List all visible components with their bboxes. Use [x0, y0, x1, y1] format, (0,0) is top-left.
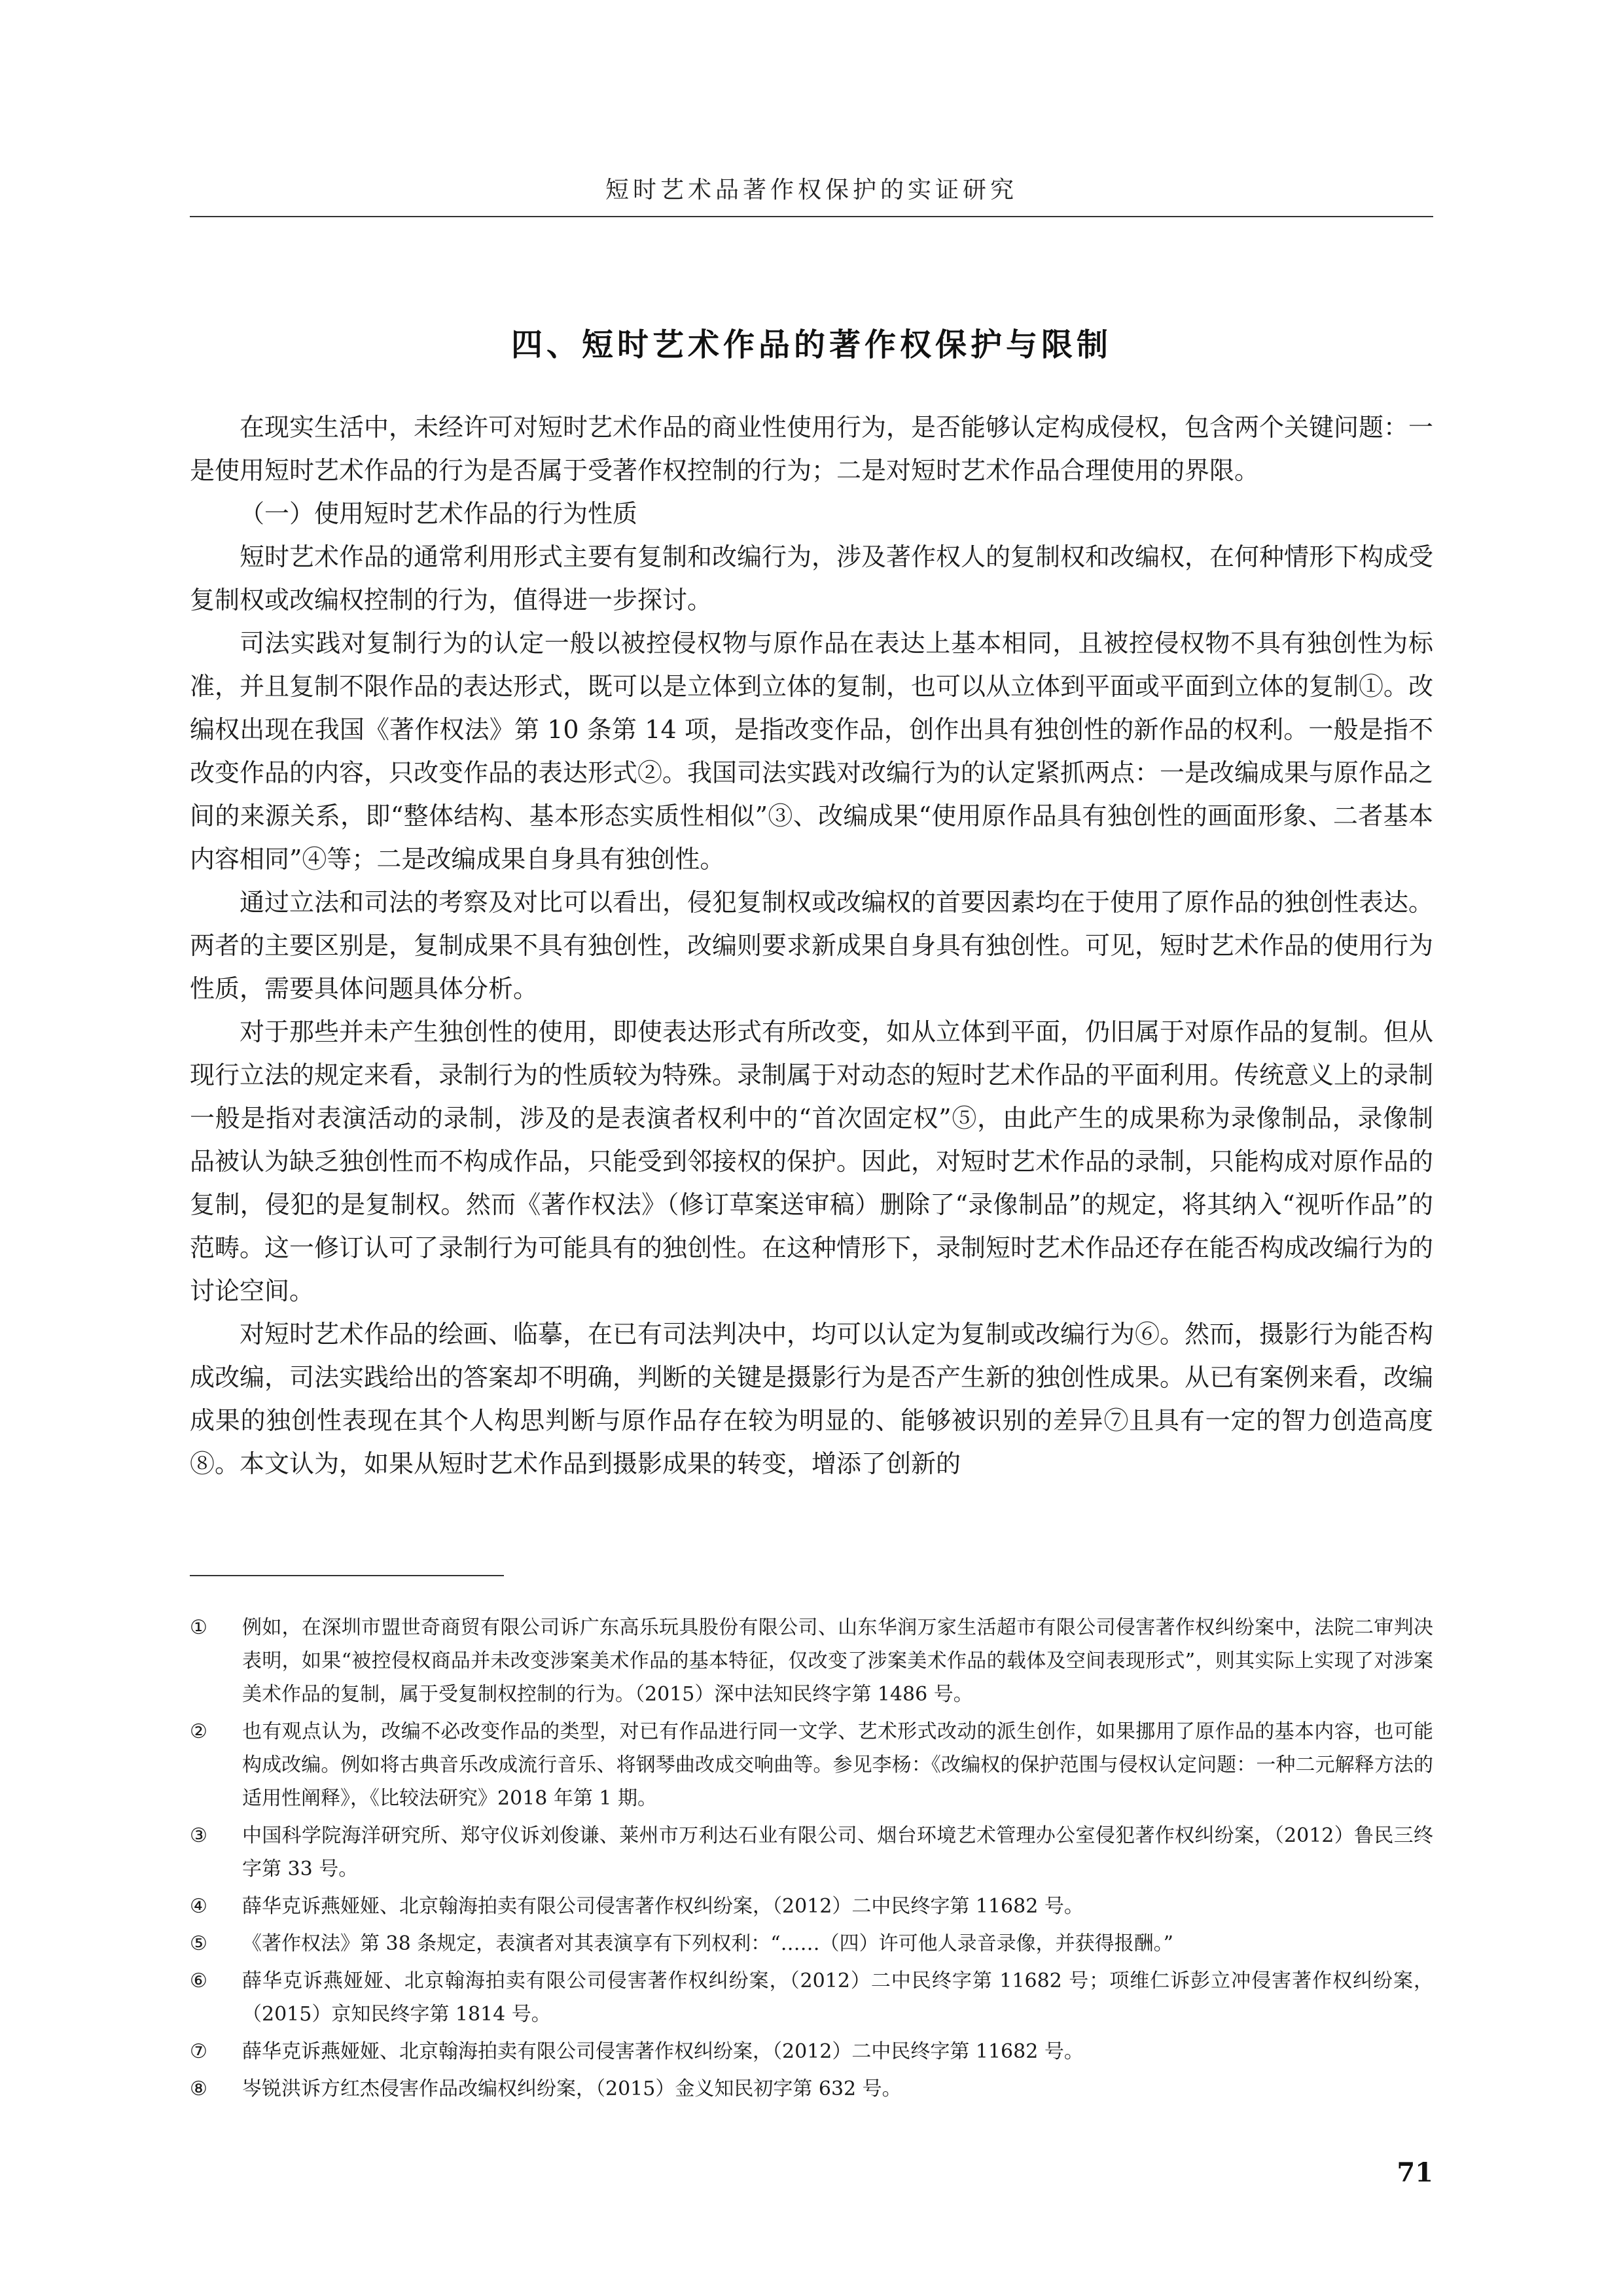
footnote: [190, 1964, 1433, 2031]
footnote-mark: ⑧: [190, 2077, 207, 2100]
footnote-mark: ②: [190, 1720, 207, 1743]
section-title: 四、短时艺术作品的著作权保护与限制: [510, 327, 1112, 363]
footnote-text: 岑锐洪诉方红杰侵害作品改编权纠纷案，（2015）金义知民初字第 632 号。: [242, 2077, 902, 2100]
running-header: 短时艺术品著作权保护的实证研究: [605, 177, 1018, 203]
footnote-text: 也有观点认为，改编不必改变作品的类型，对已有作品进行同一文学、艺术形式改动的派生创作，如果挪用了原作品的基本内容，也可能构成改编。例如将古典音乐改成流行音乐、将钢琴曲改成交响曲等。参见李杨：《改编权的保护范围与侵权认定问题：一种二元解释方法的适用性阐释》，《比较法研究》2018 年第 1 期。: [242, 1720, 1433, 1810]
paragraph: 对于那些并未产生独创性的使用，即使表达形式有所改变，如从立体到平面，仍旧属于对原作品的复制。但从现行立法的规定来看，录制行为的性质较为特殊。录制属于对动态的短时艺术作品的平面利用。传统意义上的录制一般是指对表演活动的录制，涉及的是表演者权利中的“首次固定权”⑤，由此产生的成果称为录像制品，录像制品被认为缺乏独创性而不构成作品，只能受到邻接权的保护。因此，对短时艺术作品的录制，只能构成对原作品的复制，侵犯的是复制权。然而《著作权法》（修订草案送审稿）删除了“录像制品”的规定，将其纳入“视听作品”的范畴。这一修订认可了录制行为可能具有的独创性。在这种情形下，录制短时艺术作品还存在能否构成改编行为的讨论空间。: [190, 1017, 1434, 1305]
footnote-mark: ⑦: [190, 2040, 207, 2063]
page-number: 71: [1397, 2157, 1433, 2188]
footnote-text: 中国科学院海洋研究所、郑守仪诉刘俊谦、莱州市万利达石业有限公司、烟台环境艺术管理办公室侵犯著作权纠纷案，（2012）鲁民三终字第 33 号。: [242, 1824, 1433, 1881]
footnote-text: 例如，在深圳市盟世奇商贸有限公司诉广东高乐玩具股份有限公司、山东华润万家生活超市有限公司侵害著作权纠纷案中，法院二审判决表明，如果“被控侵权商品并未改变涉案美术作品的基本特征，仅改变了涉案美术作品的载体及空间表现形式”，则其实际上实现了对涉案美术作品的复制，属于受复制权控制的行为。（2015）深中法知民终字第 1486 号。: [242, 1616, 1433, 1706]
paragraph: 短时艺术作品的通常利用形式主要有复制和改编行为，涉及著作权人的复制权和改编权，在何种情形下构成受复制权或改编权控制的行为，值得进一步探讨。: [190, 542, 1434, 614]
footnote-mark: ①: [190, 1616, 207, 1639]
paragraph: 对短时艺术作品的绘画、临摹，在已有司法判决中，均可以认定为复制或改编行为⑥。然而，摄影行为能否构成改编，司法实践给出的答案却不明确，判断的关键是摄影行为是否产生新的独创性成果。从已有案例来看，改编成果的独创性表现在其个人构思判断与原作品存在较为明显的、能够被识别的差异⑦且具有一定的智力创造高度⑧。本文认为，如果从短时艺术作品到摄影成果的转变，增添了创新的: [190, 1320, 1434, 1478]
footnote-text: 薛华克诉燕娅娅、北京翰海拍卖有限公司侵害著作权纠纷案，（2012）二中民终字第 11682 号。: [242, 2040, 1084, 2063]
footnote: [190, 1927, 1433, 1960]
footnote: [190, 1611, 1433, 1711]
footnote: [190, 1715, 1433, 1815]
footnotes: [190, 1611, 1433, 2110]
footnote: [190, 2035, 1433, 2068]
header-rule: [190, 216, 1433, 217]
footnote: [190, 1890, 1433, 1923]
footnote-mark: ③: [190, 1824, 207, 1847]
footnote-mark: ⑤: [190, 1932, 207, 1955]
footnote-mark: ⑥: [190, 1969, 207, 1992]
body-text: [190, 406, 1433, 1485]
footnote: [190, 2072, 1433, 2106]
footnote-text: 薛华克诉燕娅娅、北京翰海拍卖有限公司侵害著作权纠纷案，（2012）二中民终字第 11682 号。: [242, 1895, 1084, 1918]
footnote-text: 薛华克诉燕娅娅、北京翰海拍卖有限公司侵害著作权纠纷案，（2012）二中民终字第 11682 号；项维仁诉彭立冲侵害著作权纠纷案，（2015）京知民终字第 1814 号。: [242, 1969, 1433, 2026]
subsection-heading: （一）使用短时艺术作品的行为性质: [240, 499, 638, 528]
paragraph: 在现实生活中，未经许可对短时艺术作品的商业性使用行为，是否能够认定构成侵权，包含两个关键问题：一是使用短时艺术作品的行为是否属于受著作权控制的行为；二是对短时艺术作品合理使用的界限。: [190, 413, 1434, 485]
footnote-mark: ④: [190, 1895, 207, 1918]
footnote-rule: [190, 1575, 504, 1576]
paragraph: 司法实践对复制行为的认定一般以被控侵权物与原作品在表达上基本相同，且被控侵权物不具有独创性为标准，并且复制不限作品的表达形式，既可以是立体到立体的复制，也可以从立体到平面或平面到立体的复制①。改编权出现在我国《著作权法》第 10 条第 14 项，是指改变作品，创作出具有独创性的新作品的权利。一般是指不改变作品的内容，只改变作品的表达形式②。我国司法实践对改编行为的认定紧抓两点：一是改编成果与原作品之间的来源关系，即“整体结构、基本形态实质性相似”③、改编成果“使用原作品具有独创性的画面形象、二者基本内容相同”④等；二是改编成果自身具有独创性。: [190, 629, 1434, 874]
footnote: [190, 1819, 1433, 1886]
footnote-text: 《著作权法》第 38 条规定，表演者对其表演享有下列权利：“……（四）许可他人录音录像，并获得报酬。”: [242, 1932, 1173, 1955]
paragraph: 通过立法和司法的考察及对比可以看出，侵犯复制权或改编权的首要因素均在于使用了原作品的独创性表达。两者的主要区别是，复制成果不具有独创性，改编则要求新成果自身具有独创性。可见，短时艺术作品的使用行为性质，需要具体问题具体分析。: [190, 888, 1434, 1003]
